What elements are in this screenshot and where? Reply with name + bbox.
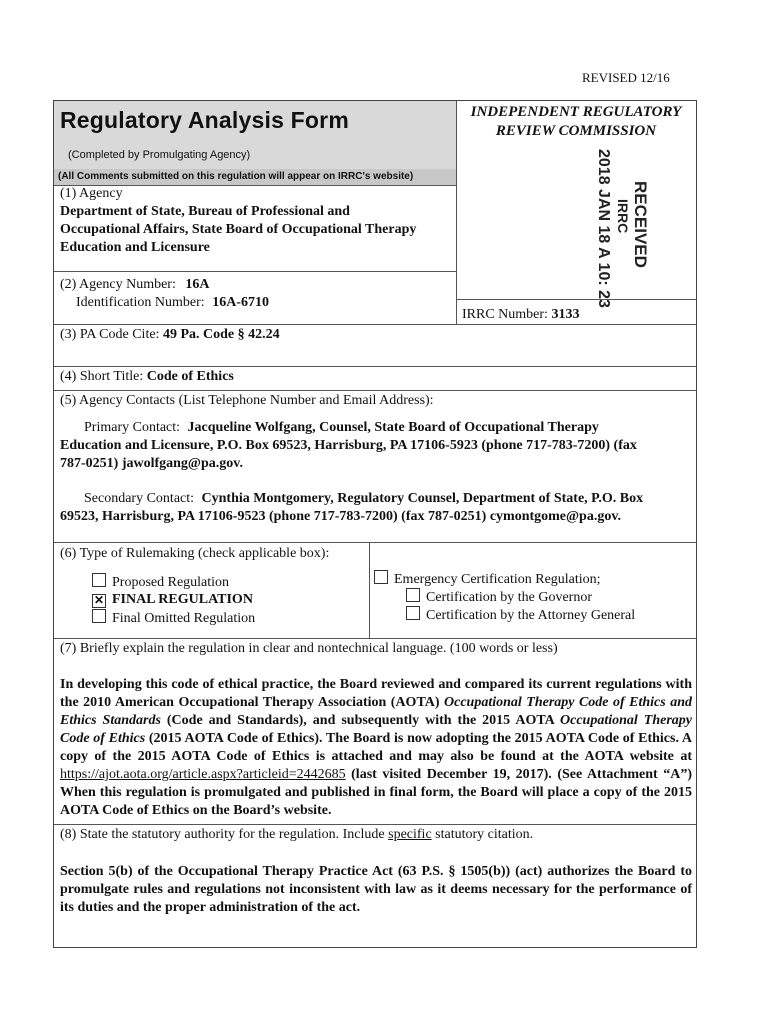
authority-label: [60, 826, 533, 844]
agency-number-label: (2) Agency Number:: [60, 277, 176, 292]
agency-label: (1) Agency: [60, 186, 123, 201]
explain-text-italic2: Occupational Therapy Code of Ethics: [60, 713, 692, 746]
proposed-regulation-option[interactable]: [92, 573, 229, 592]
secondary-contact-row: [84, 490, 643, 508]
pa-code-label: (3) PA Code Cite:: [60, 327, 163, 342]
identification-number-label: Identification Number:: [76, 295, 205, 310]
agency-line2: Occupational Affairs, State Board of Occupational Therapy: [60, 222, 417, 237]
cert-ag-label: Certification by the Attorney General: [426, 608, 636, 623]
secondary-contact-line1: Cynthia Montgomery, Regulatory Counsel, Department of State, P.O. Box: [201, 491, 644, 506]
short-title-row: [60, 368, 234, 386]
emergency-label: Emergency Certification Regulation;: [394, 572, 601, 587]
pa-code-value: 49 Pa. Code § 42.24: [162, 327, 280, 342]
contacts-label: (5) Agency Contacts (List Telephone Number and Email Address):: [60, 393, 434, 408]
authority-label-part1: (8) State the statutory authority for the regulation. Include: [60, 827, 389, 842]
final-omitted-label: Final Omitted Regulation: [112, 611, 256, 626]
identification-number-row: [76, 294, 269, 312]
irrc-number-value: 3133: [551, 307, 580, 322]
explain-text-part2: (Code and Standards), and subsequently with the 2015 AOTA: [160, 713, 561, 728]
explain-label: (7) Briefly explain the regulation in clear and nontechnical language. (100 words or less): [60, 641, 558, 656]
primary-contact-label: Primary Contact:: [84, 420, 181, 435]
cert-governor-checkbox[interactable]: [406, 588, 420, 602]
cert-governor-option[interactable]: [406, 588, 592, 607]
explain-text-part4: (last visited December 19, 2017). (See Attachment “A”) When this regulation is promulgated and published in final form, the Board will place a copy of the 2015 AOTA Code of Ethics on the Board’s website.: [60, 767, 692, 818]
cert-ag-checkbox[interactable]: [406, 606, 420, 620]
agency-line1: Department of State, Bureau of Professional and: [60, 204, 350, 219]
form-title: Regulatory Analysis Form: [60, 107, 349, 133]
cert-governor-label: Certification by the Governor: [426, 590, 593, 605]
irrc-header: [456, 103, 696, 141]
authority-label-part2: statutory citation.: [431, 827, 534, 842]
explain-text-part1: In developing this code of ethical practice, the Board reviewed and compared its current regulations with the 2010 American Occupational Therapy Association (AOTA): [60, 677, 692, 710]
short-title-value: Code of Ethics: [146, 369, 234, 384]
rulemaking-label: (6) Type of Rulemaking (check applicable box):: [60, 546, 330, 561]
irrc-column-divider: [456, 101, 457, 324]
primary-contact-line2: Education and Licensure, P.O. Box 69523, Harrisburg, PA 17106-5923 (phone 717-783-7200) (fax: [60, 438, 637, 453]
explain-text: [60, 676, 692, 820]
secondary-contact-line2: 69523, Harrisburg, PA 17106-9523 (phone 717-783-7200) (fax 787-0251) cymontgome@pa.gov.: [60, 509, 622, 524]
form-subtitle: (Completed by Promulgating Agency): [68, 149, 251, 161]
short-title-label: (4) Short Title:: [60, 369, 147, 384]
proposed-regulation-checkbox[interactable]: [92, 573, 106, 587]
revised-date: REVISED 12/16: [582, 70, 670, 85]
regulatory-analysis-form: [53, 100, 697, 948]
secondary-contact-label: Secondary Contact:: [84, 491, 195, 506]
proposed-regulation-label: Proposed Regulation: [112, 575, 230, 590]
agency-number-value: 16A: [185, 277, 210, 292]
primary-contact-line1: Jacqueline Wolfgang, Counsel, State Board of Occupational Therapy: [187, 420, 599, 435]
irrc-number-row: [462, 306, 579, 324]
final-regulation-option[interactable]: [92, 591, 253, 609]
irrc-header-line1: INDEPENDENT REGULATORY: [470, 104, 682, 120]
aota-website-link[interactable]: https://ajot.aota.org/article.aspx?articleid=2442685: [60, 767, 346, 782]
final-regulation-label: FINAL REGULATION: [112, 592, 253, 607]
stamp-date: 2018 JAN 18 A 10: 23: [595, 149, 612, 308]
primary-contact-row: [84, 419, 599, 437]
authority-text: Section 5(b) of the Occupational Therapy Practice Act (63 P.S. § 1505(b)) (act) authorizes the Board to promulgate rules and regulations not inconsistent with law as it deems necessary for the performance of its duties and the proper administration of the act.: [60, 864, 692, 915]
explain-text-part3: (2015 AOTA Code of Ethics). The Board is now adopting the 2015 AOTA Code of Ethics. A copy of the 2015 AOTA Code of Ethics is attached and may also be found at the AOTA website at: [60, 731, 692, 764]
explain-text-italic1: Occupational Therapy Code of Ethics and Ethics Standards: [60, 695, 692, 728]
emergency-checkbox[interactable]: [374, 570, 388, 584]
cert-ag-option[interactable]: [406, 606, 635, 625]
rulemaking-divider: [369, 542, 370, 638]
agency-line3: Education and Licensure: [60, 240, 210, 255]
stamp-received: RECEIVED: [631, 181, 650, 268]
stamp-irrc: IRRC: [615, 199, 631, 234]
final-omitted-checkbox[interactable]: [92, 609, 106, 623]
primary-contact-line3: 787-0251) jawolfgang@pa.gov.: [60, 456, 243, 471]
identification-number-value: 16A-6710: [212, 295, 269, 310]
agency-number-row: [60, 276, 209, 294]
pa-code-row: [60, 326, 280, 344]
irrc-header-line2: REVIEW COMMISSION: [495, 123, 657, 139]
authority-label-underlined: specific: [388, 827, 432, 842]
final-regulation-checkbox[interactable]: ✕: [93, 593, 105, 607]
comments-note: (All Comments submitted on this regulation will appear on IRRC's website): [58, 171, 414, 182]
final-omitted-option[interactable]: [92, 609, 255, 628]
emergency-option[interactable]: [374, 570, 601, 589]
irrc-number-label: IRRC Number:: [462, 307, 552, 322]
